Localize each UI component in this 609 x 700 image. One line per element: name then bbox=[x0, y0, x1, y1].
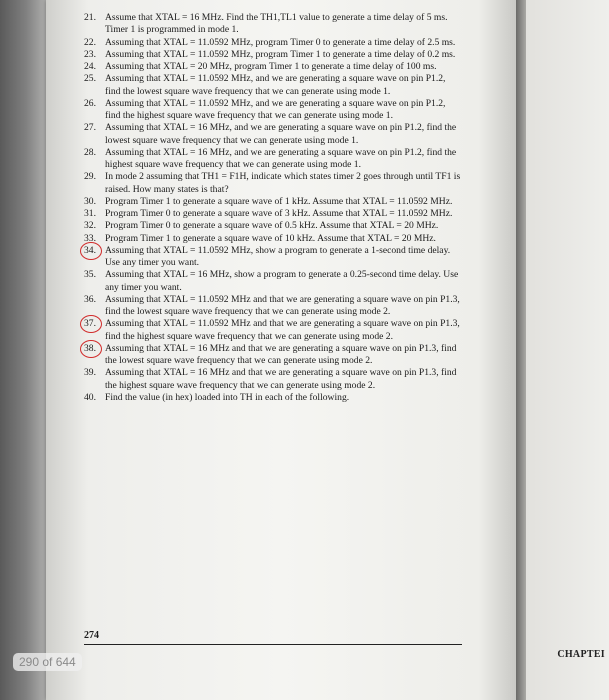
exercise-number: 36. bbox=[84, 293, 96, 305]
exercise-number: 30. bbox=[84, 195, 96, 207]
chapter-label: CHAPTEI bbox=[557, 649, 605, 660]
exercise-item bbox=[84, 37, 462, 49]
exercise-list bbox=[84, 12, 462, 404]
exercise-number: 39. bbox=[84, 367, 96, 379]
exercise-item bbox=[84, 245, 462, 270]
exercise-number: 24. bbox=[84, 61, 96, 72]
exercise-text: Assuming that XTAL = 11.0592 MHz, program Timer 0 to generate a time delay of 2.5 ms. bbox=[105, 36, 456, 48]
next-page-edge bbox=[526, 0, 609, 700]
exercise-item bbox=[84, 367, 462, 392]
exercise-text: Program Timer 1 to generate a square wave of 1 kHz. Assume that XTAL = 11.0592 MHz. bbox=[105, 195, 453, 207]
exercise-number: 32. bbox=[84, 220, 96, 232]
exercise-number: 25. bbox=[84, 73, 96, 85]
exercise-text: Assuming that XTAL = 11.0592 MHz, show a program to generate a 1-second time delay. Use any timer you want. bbox=[105, 244, 451, 268]
exercise-item bbox=[84, 171, 462, 196]
exercise-item bbox=[84, 269, 462, 294]
exercise-item bbox=[84, 61, 462, 73]
page-footer bbox=[84, 630, 462, 645]
exercise-number: 27. bbox=[84, 122, 96, 134]
exercise-text: Program Timer 1 to generate a square wave of 10 kHz. Assume that XTAL = 20 MHz. bbox=[105, 232, 436, 244]
exercise-item bbox=[84, 49, 462, 61]
exercise-number: 28. bbox=[84, 146, 96, 158]
exercise-text: Assuming that XTAL = 16 MHz, show a program to generate a 0.25-second time delay. Use any timer you want. bbox=[105, 269, 459, 293]
circled-exercise-number: 38. bbox=[84, 342, 96, 354]
exercise-number: 40. bbox=[84, 391, 96, 403]
exercise-number: 26. bbox=[84, 97, 96, 109]
exercise-text: Assuming that XTAL = 20 MHz, program Timer 1 to generate a time delay of 100 ms. bbox=[105, 61, 437, 72]
exercise-number: 31. bbox=[84, 208, 96, 219]
page-gutter bbox=[516, 0, 526, 700]
exercise-text: Assuming that XTAL = 11.0592 MHz, and we are generating a square wave on pin P1.2, find the highest square wave frequency that we can generate using mode 1. bbox=[105, 97, 446, 121]
exercise-text: Assuming that XTAL = 11.0592 MHz and that we are generating a square wave on pin P1.3, find the lowest square wave frequency that we can generate using mode 2. bbox=[105, 293, 460, 317]
exercise-number: 23. bbox=[84, 48, 96, 60]
exercise-text: Program Timer 0 to generate a square wave of 0.5 kHz. Assume that XTAL = 20 MHz. bbox=[105, 220, 439, 232]
exercise-text: Assuming that XTAL = 11.0592 MHz, and we are generating a square wave on pin P1.2, find the lowest square wave frequency that we can generate using mode 1. bbox=[105, 73, 446, 97]
exercise-item bbox=[84, 392, 462, 404]
exercise-text: Assuming that XTAL = 16 MHz, and we are generating a square wave on pin P1.2, find the highest square wave frequency that we can generate using mode 1. bbox=[105, 146, 457, 170]
exercise-item bbox=[84, 220, 462, 232]
exercise-text: Assume that XTAL = 16 MHz. Find the TH1,TL1 value to generate a time delay of 5 ms. Timer 1 is programmed in mode 1. bbox=[105, 12, 448, 36]
exercise-number: 35. bbox=[84, 269, 96, 281]
exercise-text: Assuming that XTAL = 16 MHz and that we are generating a square wave on pin P1.3, find the lowest square wave frequency that we can generate using mode 2. bbox=[105, 342, 457, 366]
exercise-item bbox=[84, 318, 462, 343]
exercise-item bbox=[84, 98, 462, 123]
page-indicator: 290 of 644 bbox=[13, 653, 82, 671]
exercise-number: 22. bbox=[84, 36, 96, 48]
circled-exercise-number: 37. bbox=[84, 318, 96, 330]
exercise-item bbox=[84, 12, 462, 37]
exercise-text: Assuming that XTAL = 16 MHz and that we are generating a square wave on pin P1.3, find the highest square wave frequency that we can generate using mode 2. bbox=[105, 367, 457, 391]
exercise-number: 33. bbox=[84, 232, 96, 244]
exercise-item bbox=[84, 233, 462, 245]
book-spine bbox=[0, 0, 52, 700]
exercise-text: Assuming that XTAL = 16 MHz, and we are generating a square wave on pin P1.2, find the lowest square wave frequency that we can generate using mode 1. bbox=[105, 122, 457, 146]
exercise-text: Program Timer 0 to generate a square wave of 3 kHz. Assume that XTAL = 11.0592 MHz. bbox=[105, 208, 453, 219]
circled-exercise-number: 34. bbox=[84, 244, 96, 256]
exercise-item bbox=[84, 122, 462, 147]
exercise-number: 29. bbox=[84, 171, 96, 183]
exercise-item bbox=[84, 294, 462, 319]
exercise-item bbox=[84, 343, 462, 368]
exercise-text: Assuming that XTAL = 11.0592 MHz, program Timer 1 to generate a time delay of 0.2 ms. bbox=[105, 48, 456, 60]
exercise-item bbox=[84, 147, 462, 172]
exercise-text: In mode 2 assuming that TH1 = F1H, indicate which states timer 2 goes through until TF1 is raised. How many states is that? bbox=[105, 171, 461, 195]
exercise-text: Assuming that XTAL = 11.0592 MHz and that we are generating a square wave on pin P1.3, find the highest square wave frequency that we can generate using mode 2. bbox=[105, 318, 460, 342]
exercise-item bbox=[84, 208, 462, 220]
exercise-text: Find the value (in hex) loaded into TH in each of the following. bbox=[105, 391, 350, 403]
exercise-number: 21. bbox=[84, 12, 96, 23]
exercise-item bbox=[84, 196, 462, 208]
page-number: 274 bbox=[84, 630, 99, 641]
exercise-item bbox=[84, 73, 462, 98]
